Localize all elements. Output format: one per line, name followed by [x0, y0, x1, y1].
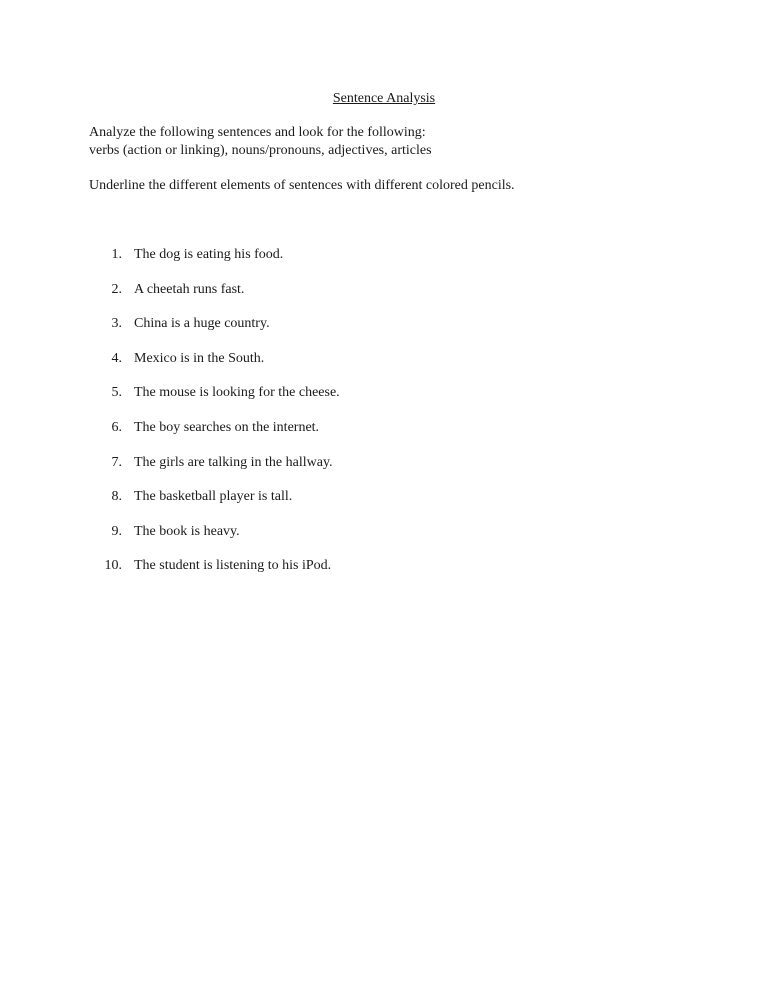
sentence-text: The book is heavy. — [134, 523, 240, 539]
item-number: 9. — [111, 523, 122, 539]
sentence-text: A cheetah runs fast. — [134, 281, 245, 297]
item-number: 7. — [111, 454, 122, 470]
sentence-text: The boy searches on the internet. — [134, 419, 320, 435]
item-number: 8. — [111, 489, 122, 505]
item-number: 10. — [104, 558, 122, 574]
intro-line: verbs (action or linking), nouns/pronouns, adjectives, articles — [89, 143, 432, 158]
intro-paragraph — [89, 124, 432, 160]
sentence-text: The basketball player is tall. — [134, 489, 293, 505]
item-number: 3. — [111, 316, 122, 332]
page-title: Sentence Analysis — [332, 91, 436, 106]
item-number: 2. — [111, 281, 122, 297]
item-number: 5. — [111, 385, 122, 401]
intro-line: Analyze the following sentences and look for the following: — [89, 125, 426, 140]
sentence-text: The mouse is looking for the cheese. — [134, 385, 340, 401]
item-number: 6. — [111, 419, 122, 435]
instruction-text: Underline the different elements of sentences with different colored pencils. — [89, 178, 515, 193]
sentence-text: The student is listening to his iPod. — [134, 558, 332, 574]
item-number: 1. — [111, 247, 122, 262]
sentence-text: China is a huge country. — [134, 316, 270, 332]
item-number: 4. — [111, 350, 122, 366]
sentence-text: The dog is eating his food. — [134, 247, 284, 262]
sentence-text: Mexico is in the South. — [134, 350, 265, 366]
sentence-text: The girls are talking in the hallway. — [134, 454, 333, 470]
